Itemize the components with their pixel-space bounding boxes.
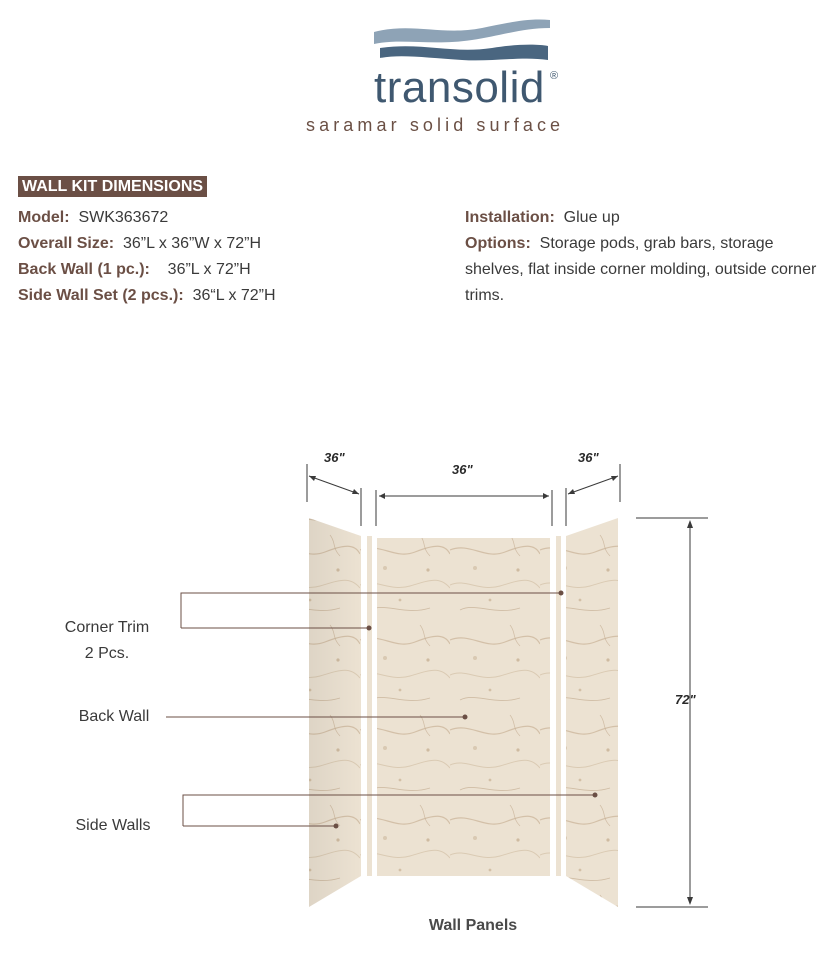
dim-height: 72" — [675, 692, 696, 707]
callout-corner-trim — [52, 615, 162, 667]
back-wall-panel — [377, 538, 550, 876]
diagram-graphic — [0, 440, 840, 953]
spec-model — [18, 205, 438, 231]
height-dimension-lines — [636, 518, 708, 907]
spec-label: Side Wall Set (2 pcs.): — [18, 287, 184, 304]
spec-label: Options: — [465, 235, 531, 252]
dim-back-width: 36" — [452, 462, 473, 477]
spec-value: 36”L x 72”H — [167, 261, 251, 278]
dim-left-width: 36" — [324, 450, 345, 465]
spec-value: 36“L x 72”H — [192, 287, 276, 304]
registered-mark: ® — [550, 70, 559, 82]
callout-back-wall: Back Wall — [78, 708, 150, 725]
spec-installation — [465, 205, 835, 231]
callout-corner-trim-line1: Corner Trim — [64, 619, 150, 636]
callout-corner-trim-line2: 2 Pcs. — [84, 645, 130, 662]
right-side-wall-panel — [566, 518, 618, 907]
spec-side-wall-set — [18, 283, 438, 309]
corner-trim-left — [367, 536, 372, 876]
logo-wordmark: transolid — [374, 63, 545, 112]
corner-trim-right — [556, 536, 561, 876]
brand-logo — [0, 0, 840, 140]
spec-label: Installation: — [465, 209, 555, 226]
logo-tagline: saramar solid surface — [306, 115, 565, 135]
spec-overall-size — [18, 231, 438, 257]
spec-left-column — [18, 205, 438, 309]
spec-value: 36”L x 36”W x 72”H — [122, 235, 262, 252]
spec-value: Storage pods, grab bars, storage shelves, flat inside corner molding, outside corner trims. — [465, 235, 817, 304]
callout-side-walls: Side Walls — [75, 817, 151, 834]
wall-panel-diagram — [0, 440, 840, 953]
dim-right-width: 36" — [578, 450, 599, 465]
diagram-caption: Wall Panels — [428, 917, 518, 934]
spec-value: SWK363672 — [78, 209, 169, 226]
spec-label: Back Wall (1 pc.): — [18, 261, 150, 278]
logo-waves-icon — [372, 14, 552, 69]
spec-options — [465, 231, 835, 309]
spec-right-column — [465, 205, 835, 309]
section-title: WALL KIT DIMENSIONS — [18, 176, 207, 197]
spec-value: Glue up — [563, 209, 620, 226]
spec-label: Overall Size: — [18, 235, 115, 252]
spec-back-wall — [18, 257, 438, 283]
spec-label: Model: — [18, 209, 70, 226]
